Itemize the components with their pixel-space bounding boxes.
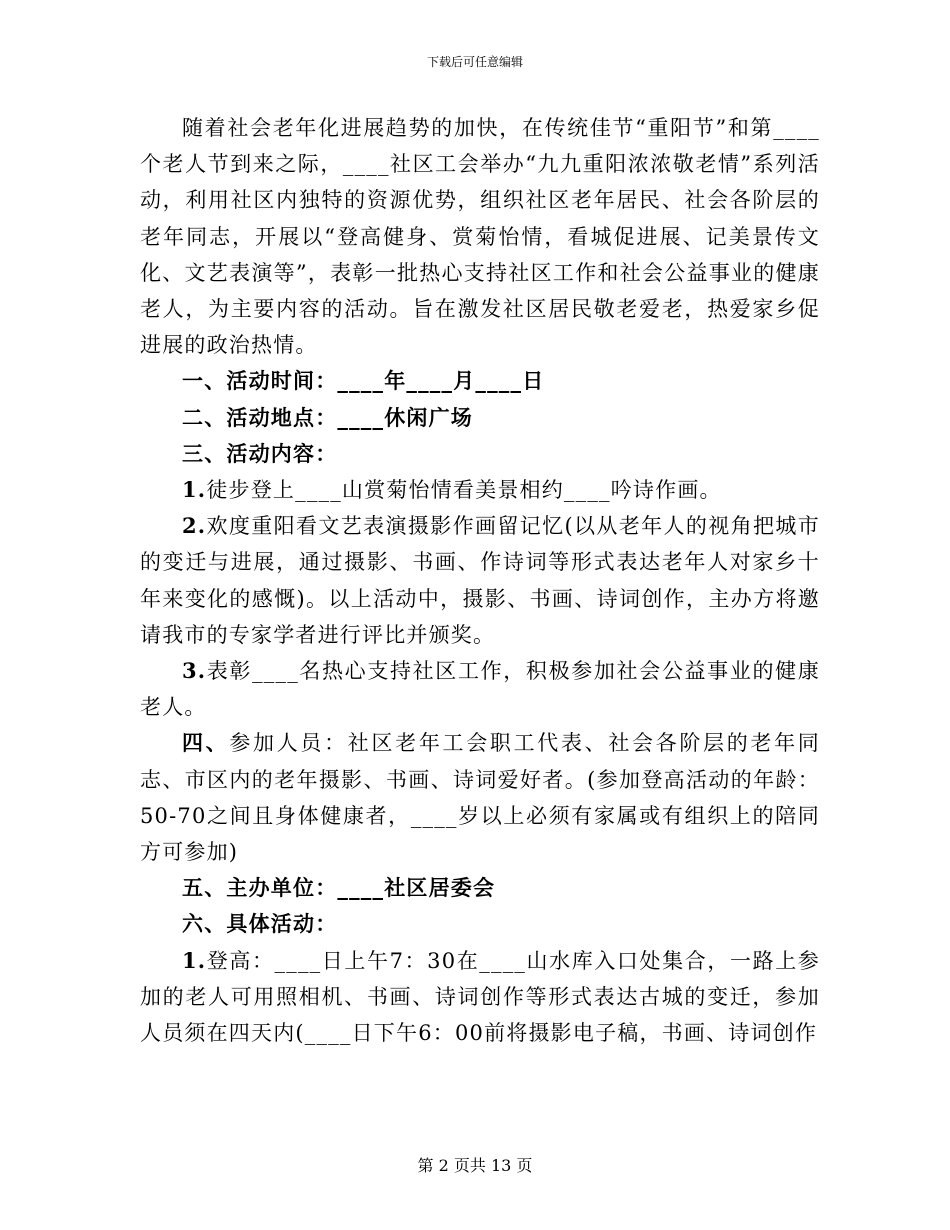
content-item-1 [140, 472, 820, 508]
activity-item-1 [140, 943, 820, 1052]
document-body [140, 110, 820, 1051]
section-participants [140, 725, 820, 870]
section-activity-time: 一、活动时间：____年____月____日 [182, 368, 545, 394]
item-number: 2. [182, 513, 207, 539]
item-text: 登高：____日上午7：30在____山水库入口处集合，一路上参加的老人可用照相机、书画、诗词创作等形式表达古城的变迁，参加人员须在四天内(____日下午6：00前将摄影电子稿，书画、诗词创作 [140, 948, 820, 1046]
content-item-2 [140, 508, 820, 653]
item-text: 欢度重阳看文艺表演摄影作画留记忆(以从老年人的视角把城市的变迁与进展，通过摄影、书画、作诗词等形式表达老年人对家乡十年来变化的感慨)。以上活动中，摄影、书画、诗词创作，主办方将邀请我市的专家学者进行评比并颁奖。 [140, 514, 820, 647]
section-number: 四、 [182, 730, 230, 756]
section-organizer: 五、主办单位：____社区居委会 [182, 875, 496, 901]
item-number: 1. [182, 477, 207, 503]
page-footer: 第 2 页共 13 页 [417, 1156, 533, 1175]
section-activity-content: 三、活动内容： [182, 440, 338, 466]
item-text: 徒步登上____山赏菊怡情看美景相约____吟诗作画。 [206, 478, 722, 503]
section-text: 参加人员：社区老年工会职工代表、社会各阶层的老年同志、市区内的老年摄影、书画、诗词爱好者。(参加登高活动的年龄：50-70之间且身体健康者，____岁以上必须有家属或有组织上的陪同方可参加) [140, 731, 820, 865]
item-text: 表彰____名热心支持社区工作，积极参加社会公益事业的健康老人。 [140, 659, 820, 720]
section-specific-activities: 六、具体活动： [182, 911, 338, 937]
content-item-3 [140, 653, 820, 725]
page-header: 下载后可任意编辑 [426, 55, 523, 69]
item-number: 3. [182, 658, 207, 684]
intro-paragraph: 随着社会老年化进展趋势的加快，在传统佳节“重阳节”和第____个老人节到来之际，____社区工会举办“九九重阳浓浓敬老情”系列活动，利用社区内独特的资源优势，组织社区老年居民、社会各阶层的老年同志，开展以“登高健身、赏菊怡情，看城促进展、记美景传文化、文艺表演等”，表彰一批热心支持社区工作和社会公益事业的健康老人，为主要内容的活动。旨在激发社区居民敬老爱老，热爱家乡促进展的政治热情。 [140, 116, 820, 358]
item-number: 1. [182, 947, 207, 973]
section-activity-location: 二、活动地点：____休闲广场 [182, 404, 473, 430]
